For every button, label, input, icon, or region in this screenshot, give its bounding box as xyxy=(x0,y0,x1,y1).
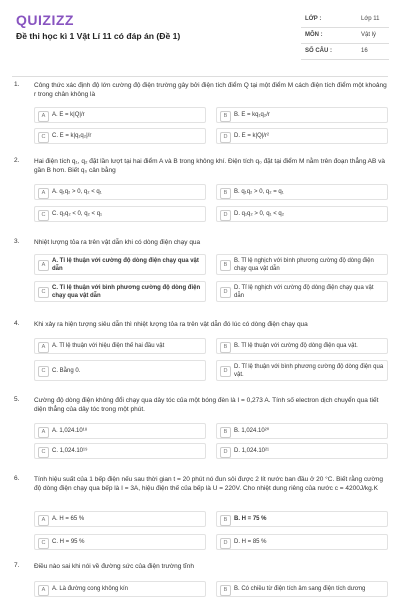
meta-row-class xyxy=(301,12,389,28)
option-letter: B xyxy=(220,342,231,353)
option-letter: D xyxy=(220,287,231,298)
option-text: C. Bằng 0. xyxy=(52,368,81,374)
worksheet-header xyxy=(0,0,400,70)
option-letter: B xyxy=(220,188,231,199)
option-text: B. Có chiều từ điện tích âm sang điện tích dương xyxy=(234,586,366,592)
option-c[interactable] xyxy=(34,206,206,222)
option-text: B. q₁q₂ > 0, q₂ = q₁ xyxy=(234,189,284,195)
question-text: Khi xảy ra hiện tượng siêu dẫn thì nhiệt lượng tỏa ra trên vật dẫn đó lúc có dòng điện chạy qua xyxy=(34,321,308,328)
option-letter: C xyxy=(38,287,49,298)
quizizz-logo: QUIZIZZ xyxy=(16,12,74,28)
option-text: B. 1,024.10²⁰ xyxy=(234,428,270,434)
option-b[interactable] xyxy=(216,338,388,354)
meta-value: Lớp 11 xyxy=(361,16,380,22)
option-a[interactable] xyxy=(34,107,206,123)
option-text: C. 1,024.10¹⁹ xyxy=(52,448,88,454)
question-number: 4. xyxy=(14,320,20,327)
option-text: C. E = k|q₁q₂|/r xyxy=(52,133,92,139)
option-letter: D xyxy=(220,447,231,458)
option-text: D. H = 85 % xyxy=(234,539,267,545)
meta-row-count xyxy=(301,44,389,60)
option-letter: C xyxy=(38,132,49,143)
option-letter: A xyxy=(38,342,49,353)
meta-key: SỐ CÂU : xyxy=(305,48,332,54)
option-text: A. Là đường cong không kín xyxy=(52,586,129,592)
option-text: A. E = k|Q|/r xyxy=(52,112,85,118)
question-number: 7. xyxy=(14,562,20,569)
option-text: B. E = kq₁q₂/r xyxy=(234,112,270,118)
option-letter: A xyxy=(38,515,49,526)
option-letter: A xyxy=(38,427,49,438)
option-text: A. Tỉ lệ thuận với hiệu điện thế hai đầu vật xyxy=(52,343,165,349)
option-text: D. Tỉ lệ nghịch với cường độ dòng điện chạy qua vật dẫn xyxy=(234,285,374,299)
option-letter: D xyxy=(220,132,231,143)
option-text: D. 1,024.10²¹ xyxy=(234,448,270,454)
meta-value: Vật lý xyxy=(361,32,377,38)
meta-row-subject xyxy=(301,28,389,44)
question-number: 5. xyxy=(14,396,20,403)
option-b[interactable] xyxy=(216,254,388,275)
option-letter: D xyxy=(220,538,231,549)
option-letter: C xyxy=(38,447,49,458)
header-divider xyxy=(12,76,388,77)
option-letter: B xyxy=(220,515,231,526)
option-letter: C xyxy=(38,538,49,549)
option-b[interactable] xyxy=(216,511,388,527)
option-letter: B xyxy=(220,427,231,438)
page-title: Đề thi học kì 1 Vật Lí 11 có đáp án (Đề 1) xyxy=(16,31,181,41)
question-text: Tính hiệu suất của 1 bếp điện nếu sau thời gian t = 20 phút nó đun sôi được 2 lít nước ban đầu ở 20 °C. Biết rằng cường độ dòng điện chạy qua bếp là I = 3A, hiệu điện thế của bếp là U = 220V. Cho nhiệt dung riêng của nước c = 4200J/kg.K xyxy=(34,476,384,492)
option-b[interactable] xyxy=(216,423,388,439)
option-b[interactable] xyxy=(216,184,388,200)
option-a[interactable] xyxy=(34,338,206,354)
question-text: Hai điện tích q₁, q₂ đặt lần lượt tại hai điểm A và B trong không khí. Điện tích q₀ đặt tại điểm M nằm trên đoạn thẳng AB và gần B hơn. Biết q₀ cân bằng xyxy=(34,158,385,174)
question-number: 2. xyxy=(14,157,20,164)
question-number: 6. xyxy=(14,475,20,482)
option-a[interactable] xyxy=(34,184,206,200)
question-number: 1. xyxy=(14,81,20,88)
option-letter: B xyxy=(220,111,231,122)
question-text: Cường độ dòng điện không đổi chạy qua dây tóc của một bóng đèn là I = 0,273 A. Tính số electron dịch chuyển qua tiết diện thẳng của dây tóc trong một phút. xyxy=(34,397,379,413)
option-d[interactable] xyxy=(216,534,388,550)
option-c[interactable] xyxy=(34,360,206,381)
option-text: D. q₁q₂ > 0, q₁ < q₂ xyxy=(234,211,285,217)
option-letter: D xyxy=(220,210,231,221)
option-text: C. H = 95 % xyxy=(52,539,85,545)
option-c[interactable] xyxy=(34,443,206,459)
option-text: A. Tỉ lệ thuận với cường độ dòng điện chạy qua vật dẫn xyxy=(52,258,199,272)
option-text: B. Tỉ lệ nghịch với bình phương cường độ dòng điện chạy qua vật dẫn xyxy=(234,258,374,272)
meta-value: 16 xyxy=(361,48,368,54)
option-d[interactable] xyxy=(216,281,388,302)
option-text: D. Tỉ lệ thuận với bình phương cường độ dòng điện qua vật. xyxy=(234,364,384,378)
option-a[interactable] xyxy=(34,254,206,275)
option-text: B. Tỉ lệ thuận với cường độ dòng điện qua vật. xyxy=(234,343,358,349)
question-text: Điều nào sai khi nói về đường sức của điện trường tĩnh xyxy=(34,563,194,570)
option-c[interactable] xyxy=(34,534,206,550)
option-letter: B xyxy=(220,585,231,596)
option-text: A. 1,024.10¹⁸ xyxy=(52,428,88,434)
meta-key: LỚP : xyxy=(305,16,322,22)
option-text: C. Tỉ lệ thuận với bình phương cường độ dòng điện chạy qua vật dẫn xyxy=(52,285,201,299)
option-letter: C xyxy=(38,366,49,377)
option-d[interactable] xyxy=(216,443,388,459)
option-letter: A xyxy=(38,260,49,271)
option-text: C. q₁q₂ < 0, q₂ < q₁ xyxy=(52,211,103,217)
option-c[interactable] xyxy=(34,128,206,144)
question-text: Công thức xác định độ lớn cường độ điện trường gây bởi điện tích điểm Q tại một điểm M cách điện tích điểm một khoảng r trong chân không là xyxy=(34,82,387,98)
meta-key: MÔN : xyxy=(305,32,323,38)
option-letter: C xyxy=(38,210,49,221)
option-d[interactable] xyxy=(216,206,388,222)
option-letter: A xyxy=(38,188,49,199)
option-d[interactable] xyxy=(216,128,388,144)
question-text: Nhiệt lượng tỏa ra trên vật dẫn khi có dòng điện chạy qua xyxy=(34,239,201,246)
meta-info-table xyxy=(301,12,389,60)
option-c[interactable] xyxy=(34,281,206,302)
option-text: A. H = 65 % xyxy=(52,516,85,522)
option-a[interactable] xyxy=(34,423,206,439)
option-letter: A xyxy=(38,111,49,122)
option-b[interactable] xyxy=(216,581,388,597)
option-text: B. H = 75 % xyxy=(234,516,267,522)
option-d[interactable] xyxy=(216,360,388,381)
option-a[interactable] xyxy=(34,581,206,597)
question-number: 3. xyxy=(14,238,20,245)
option-text: A. q₁q₂ > 0, q₂ < q₁ xyxy=(52,189,102,195)
option-a[interactable] xyxy=(34,511,206,527)
option-letter: A xyxy=(38,585,49,596)
option-text: D. E = k|Q|/r² xyxy=(234,133,269,139)
option-b[interactable] xyxy=(216,107,388,123)
option-letter: D xyxy=(220,366,231,377)
option-letter: B xyxy=(220,260,231,271)
